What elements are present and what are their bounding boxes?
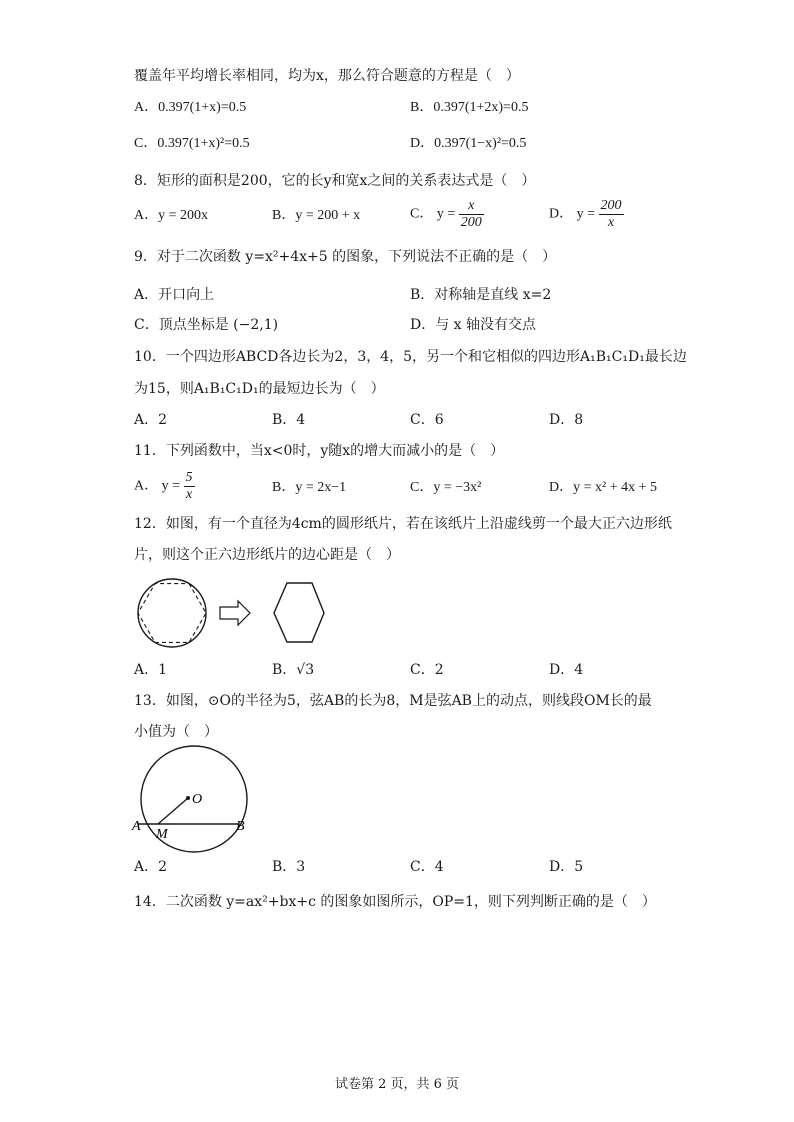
q9-option-b: B．对称轴是直线 x=2 [410,287,552,303]
q7-option-c: C．0.397(1+x)²=0.5 [134,136,250,151]
q14-stem: 14．二次函数 y=ax²+bx+c 的图象如图所示，OP=1，则下列判断正确的是（ ） [134,894,656,910]
q13-option-d: D．5 [549,859,584,875]
label-b: B [236,819,245,834]
dashed-hexagon-shape [138,584,206,643]
q8-option-b: B．y = 200 + x [272,208,361,223]
q8-option-c [410,198,484,231]
q10-option-b: B．4 [272,412,306,428]
q8-stem: 8．矩形的面积是200，它的长y和宽x之间的关系表达式是（ ） [134,173,536,189]
q12-option-b: B．√3 [272,662,315,678]
q12-stem-line1: 12．如图，有一个直径为4cm的圆形纸片，若在该纸片上沿虚线剪一个最大正六边形纸 [134,516,672,532]
q8-option-c-letter: C． [410,206,434,222]
q11-stem: 11．下列函数中，当x<0时，y随x的增大而减小的是（ ） [134,443,505,459]
center-o-point [186,796,190,800]
fraction-denominator: x [607,215,615,230]
q13-option-b: B．3 [272,859,306,875]
q8-option-c-fraction [459,198,484,231]
q13-stem-line1: 13．如图，⊙O的半径为5，弦AB的长为8，M是弦AB上的动点，则线段OM长的最 [134,693,652,709]
q9-option-c: C．顶点坐标是 (−2,1) [134,317,279,333]
q11-option-a [134,470,195,503]
q13-option-a: A．2 [134,859,168,875]
fraction-numerator: 200 [600,198,622,213]
q8-option-d-letter: D． [549,206,574,222]
q12-option-c: C．2 [410,662,444,678]
hexagon-shape [274,583,324,642]
q8-option-d-prefix: y = [576,206,596,222]
fraction-numerator: 5 [185,470,193,485]
page-footer: 试卷第 2 页，共 6 页 [334,1077,460,1092]
label-a: A [132,819,141,834]
q12-option-a: A．1 [134,662,168,678]
q10-option-a: A．2 [134,412,168,428]
circle-paper-shape [138,579,206,647]
q12-option-d: D．4 [549,662,584,678]
q12-stem-line2: 片，则这个正六边形纸片的边心距是（ ） [134,547,400,563]
q11-option-a-prefix: y = [161,478,181,494]
q11-option-d: D．y = x² + 4x + 5 [549,480,657,495]
q13-option-c: C．4 [410,859,444,875]
q8-option-d [549,198,624,231]
q13-stem-line2: 小值为（ ） [134,724,218,740]
q8-option-c-prefix: y = [436,206,456,222]
q12-figure [134,578,329,648]
fraction-numerator: x [459,198,484,215]
q10-option-c: C．6 [410,412,444,428]
q8-option-d-fraction [599,198,624,231]
segment-om-line [158,798,188,824]
q7-option-b: B．0.397(1+2x)=0.5 [410,100,529,115]
q7-option-d: D．0.397(1−x)²=0.5 [410,136,527,151]
q9-stem: 9．对于二次函数 y=x²+4x+5 的图象，下列说法不正确的是（ ） [134,249,557,265]
fraction-denominator: 200 [460,215,482,230]
q10-stem-line1: 10．一个四边形ABCD各边长为2，3，4，5，另一个和它相似的四边形A₁B₁C₁D₁最长边 [134,349,687,365]
q7-stem: 覆盖年平均增长率相同，均为x，那么符合题意的方程是（ ） [134,68,520,84]
q8-option-a: A．y = 200x [134,208,209,223]
q11-option-a-letter: A． [134,478,159,494]
q11-option-c: C．y = −3x² [410,480,482,495]
label-o: O [192,792,203,807]
q9-option-a: A．开口向上 [134,287,215,303]
q10-stem-line2: 为15，则A₁B₁C₁D₁的最短边长为（ ） [134,381,385,397]
q10-option-d: D．8 [549,412,584,428]
q11-option-b: B．y = 2x−1 [272,480,347,495]
arrow-right-icon [220,601,250,625]
q9-option-d: D．与 x 轴没有交点 [410,317,537,333]
q7-option-a: A．0.397(1+x)=0.5 [134,100,247,115]
q11-option-a-fraction [184,470,195,503]
q13-figure [128,748,268,853]
label-m: M [156,827,168,842]
fraction-denominator: x [185,487,193,502]
